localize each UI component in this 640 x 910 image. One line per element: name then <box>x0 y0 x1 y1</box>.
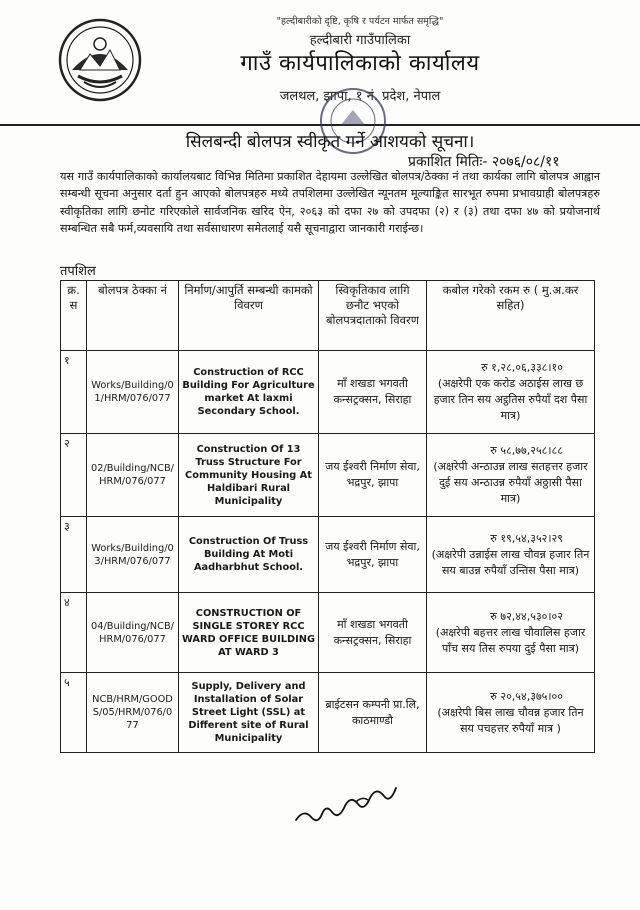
header-serial: क्र. स <box>61 281 87 351</box>
row-work-description: Construction of RCC Building For Agriculture market At laxmi Secondary School. <box>179 351 319 434</box>
row-bidder: जय ईश्वरी निर्माण सेवा, भद्रपुर, झापा <box>319 517 427 593</box>
row-amount-cell <box>427 517 595 593</box>
table-row <box>61 434 595 517</box>
row-work-description: Supply, Delivery and Installation of Solar Street Light (SSL) at Different site of Rural Municipality <box>179 673 319 753</box>
row-amount: रु ५८,७७,२५८।८८ <box>490 444 563 457</box>
row-amount: रु १,२८,०६,३३८।१० <box>481 361 563 374</box>
header-bidder: स्विकृतिकाव लागि छनौट भएको बोलपत्रदाताको विवरण <box>319 281 427 351</box>
row-amount-cell <box>427 351 595 434</box>
row-contract-no: Works/Building/01/HRM/076/077 <box>87 351 179 434</box>
published-date: प्रकाशित मितिः- २०७६/०८/११ <box>408 154 560 170</box>
table-row <box>61 673 595 753</box>
header-work-description: निर्माण/आपुर्ति सम्बन्धी कामको विवरण <box>179 281 319 351</box>
row-amount-words: (अक्षरेपी एक करोड अठाईस लाख छ हजार तिन सय अट्ठतिस रुपैयाँ दश पैसा मात्र) <box>433 377 588 422</box>
row-contract-no: Works/Building/03/HRM/076/077 <box>87 517 179 593</box>
row-bidder: ब्राईटसन कम्पनी प्रा.लि, काठमाण्डौ <box>319 673 427 753</box>
row-amount-cell <box>427 593 595 673</box>
row-bidder: माँ शखडा भगवती कन्सट्रक्सन, सिराहा <box>319 351 427 434</box>
row-amount-words: (अक्षरेपी अन्ठाउन्न लाख सतहत्तर हजार दुई सय अन्ठाउन्न रुपैयाँ अठ्ठासी पैसा मात्र) <box>433 460 588 505</box>
row-amount: रु १९,५४,३५२।२९ <box>490 531 563 545</box>
table-row <box>61 517 595 593</box>
row-serial: ४ <box>61 593 87 673</box>
row-amount: रु ७२,४४,५३०।०२ <box>490 609 563 623</box>
row-bidder: माँ शखडा भगवती कन्सट्रक्सन, सिराहा <box>319 593 427 673</box>
row-amount: रु २०,५४,३७५।०० <box>490 689 563 703</box>
schedule-label: तपशिल <box>60 264 96 279</box>
office-address: जलथल, झापा, १ नं. प्रदेश, नेपाल <box>279 89 441 104</box>
row-work-description: Construction Of Truss Building At Moti Aadharbhut School. <box>179 517 319 593</box>
row-contract-no: 04/Building/NCB/HRM/076/077 <box>87 593 179 673</box>
table-row <box>61 593 595 673</box>
handwritten-signature <box>292 768 412 828</box>
row-contract-no: 02/Building/NCB/HRM/076/077 <box>87 434 179 517</box>
table-row <box>61 351 595 434</box>
row-amount-words: (अक्षरेपी उन्नाईस लाख चौवन्न हजार तिन सय बाउन्न रुपैयाँ उन्तिस पैसा मात्र) <box>431 547 590 577</box>
row-serial: २ <box>61 434 87 517</box>
row-amount-words: (अक्षरेपी बिस लाख चौवन्न हजार तिन सय पचहत्तर रुपैयाँ मात्र ) <box>437 705 584 735</box>
municipality-name: हल्दीबारी गाउँपालिका <box>309 33 411 48</box>
row-amount-cell <box>427 434 595 517</box>
row-serial: ५ <box>61 673 87 753</box>
row-bidder: जय ईश्वरी निर्माण सेवा, भद्रपुर, झापा <box>319 434 427 517</box>
header-contract-no: बोलपत्र ठेक्का नं <box>87 281 179 351</box>
notice-body: यस गाउँ कार्यपालिकाको कार्यालयबाट विभिन्न मितिमा प्रकाशित देहायमा उल्लेखित बोलपत्र/ठेक्का नं तथा कार्यका लागि बोलपत्र आह्वान सम्बन्धी सूचना अनुसार दर्ता हुन आएको बोलपत्रहरु मध्ये तपशिलमा उल्लेखित न्यूनतम मूल्याङ्कित सारभूत रुपमा प्रभावग्राही बोलपत्रहरु स्वीकृतिका लागि छनोट गरिएकोले सार्वजनिक खरिद ऐन, २०६३ को दफा २७ को उपदफा (२) र (३) तथा दफा ४७ को प्रयोजनार्थ सम्बन्धित सबै फर्म,व्यवसायि तथा सर्वसाधारण समेतलाई यसै सूचनाद्वारा जानकारी गराईन्छ। <box>60 170 600 235</box>
row-amount-cell <box>427 673 595 753</box>
bid-acceptance-table <box>60 280 595 753</box>
notice-title: सिलबन्दी बोलपत्र स्वीकृत गर्ने आशयको सूचना। <box>185 132 475 152</box>
row-work-description: Construction Of 13 Truss Structure For Community Housing At Haldibari Rural Municipality <box>179 434 319 517</box>
row-amount-words: (अक्षरेपी बहत्तर लाख चौवालिस हजार पाँच सय तिस रुपया दुई पैसा मात्र) <box>435 625 586 655</box>
row-serial: १ <box>61 351 87 434</box>
municipality-motto: "हल्दीबारीको दृष्टि, कृषि र पर्यटन मार्फत समृद्धि" <box>276 16 444 27</box>
header-amount: कबोल गरेको रकम रु ( मु.अ.कर सहित) <box>427 281 595 351</box>
row-contract-no: NCB/HRM/GOODS/05/HRM/076/077 <box>87 673 179 753</box>
office-title: गाउँ कार्यपालिकाको कार्यालय <box>240 51 480 76</box>
municipality-emblem-logo <box>58 18 142 102</box>
row-serial: ३ <box>61 517 87 593</box>
row-work-description: CONSTRUCTION OF SINGLE STOREY RCC WARD OFFICE BUILDING AT WARD 3 <box>179 593 319 673</box>
